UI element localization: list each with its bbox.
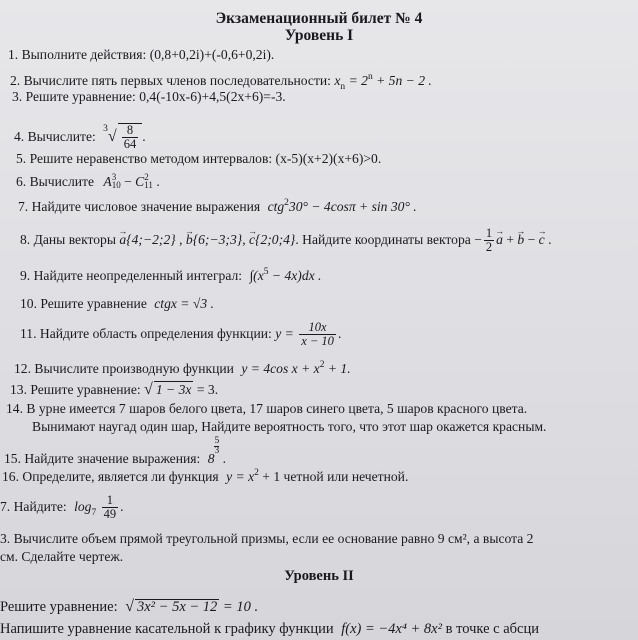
task-9: 9. Найдите неопределенный интеграл: $\int(x^5 - 4x)dx$ . [20, 267, 322, 283]
task-18-line-2: см. Сделайте чертеж. [0, 549, 124, 564]
level-2-task-1: Решите уравнение: √ 3x² − 5x − 12 = 10 . [0, 598, 259, 615]
task-3: 3. Решите уравнение: 0,4(-10x-6)+4,5(2x+6)=-3. [12, 89, 286, 104]
task-18-line-1: 3. Вычислите объем прямой треугольной призмы, если ее основание равно 9 см², а высота 2 [0, 531, 534, 546]
task-17: 7. Найдите: $\log_7$ $\frac{1}{49}$ . [0, 493, 124, 522]
task-10: 10. Решите уравнение ctgx = √3 . [20, 296, 214, 311]
task-11: 11. Найдите область определения функции: y = $\frac{10x}{x - 10}$ . [20, 320, 342, 349]
task-8: 8. Даны векторы → a{4;−2;2} , → b{6;−3;3}, → c{2;0;4}. Найдите координаты вектора − $\frac{1}{2}$ → a + → b − → c . [20, 225, 552, 255]
task-5: 5. Решите неравенство методом интервалов: (x-5)(x+2)(x+6)>0. [16, 151, 382, 166]
task-14-line-2: Вынимают наугад один шар, Найдите вероятность того, что этот шар окажется красным. [32, 419, 547, 434]
level-2-task-2: Напишите уравнение касательной к графику функции f(x) = −4x⁴ + 8x² в точке с абсци [0, 621, 539, 637]
task-14-line-1: 14. В урне имеется 7 шаров белого цвета, 17 шаров синего цвета, 5 шаров красного цвета. [6, 401, 528, 416]
fraction-8-64: $\frac{8}{64}$ [123, 123, 137, 152]
task-13: 13. Решите уравнение: √ 1 − 3x = 3. [10, 381, 219, 398]
task-1: 1. Выполните действия: (0,8+0,2i)+(-0,6+0,2i). [8, 47, 275, 62]
task-12: 12. Вычислите производную функции y = 4cos $x + x^2 + 1$. [14, 360, 351, 376]
task-7: 7. Найдите числовое значение выражения ctg$^2$30° − 4cosπ + sin 30° . [18, 198, 417, 214]
task-15: 15. Найдите значение выражения: 8 $\frac{5}{3}$ . [4, 436, 227, 466]
task-16: 16. Определите, является ли функция $y = x^2 + 1$ четной или нечетной. [2, 468, 409, 484]
level-2-heading: Уровень II [284, 568, 354, 584]
task-4: 4. Вычислите: $^3$√ $\frac{8}{64}$ . [14, 123, 146, 152]
task-2: 2. Вычислите пять первых членов последовательности: $x_n = 2^n + 5n - 2$ . [10, 72, 432, 92]
level-1-heading: Уровень I [284, 27, 354, 44]
ticket-title: Экзаменационный билет № 4 [215, 10, 423, 27]
task-6: 6. Вычислите A 3 10 − C 2 11 . [16, 172, 160, 190]
